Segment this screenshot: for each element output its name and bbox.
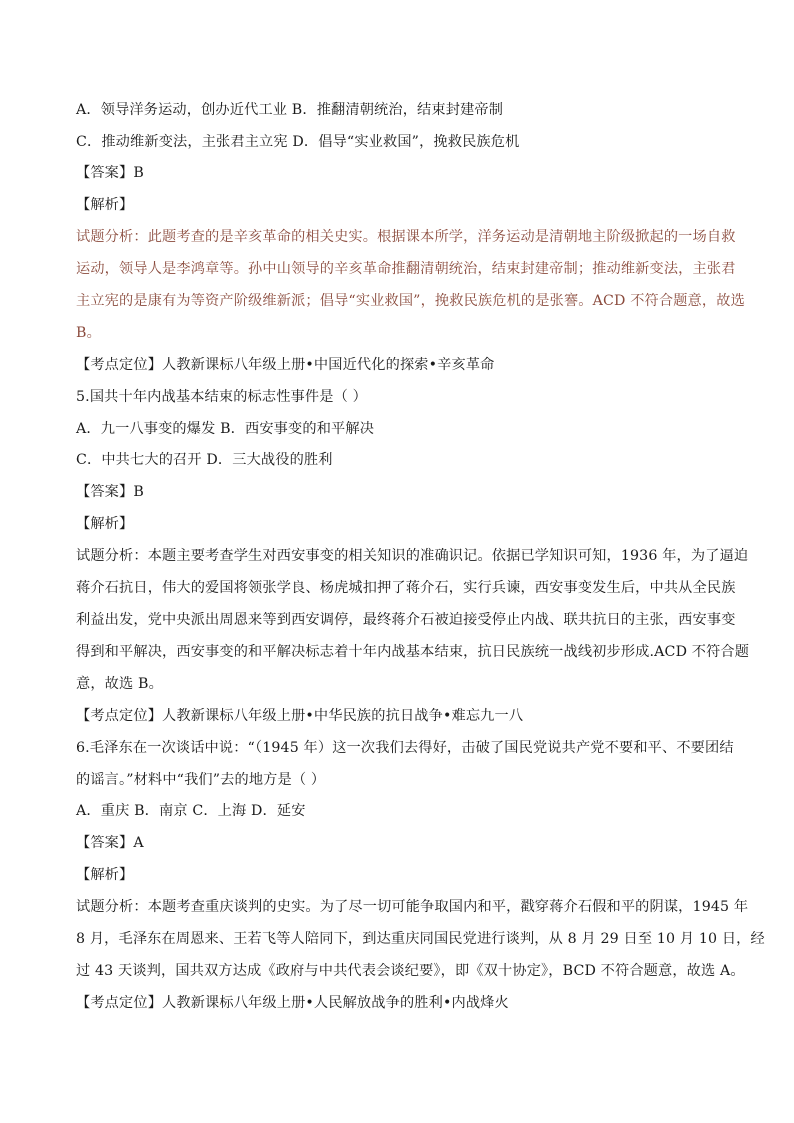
q6-question-line-1: 6.毛泽东在一次谈话中说：“（1945 年）这一次我们去得好，击破了国民党说共产党不要和平、不要团结 (76, 740, 734, 756)
q6-analysis-line-1: 试题分析：本题考查重庆谈判的史实。为了尽一切可能争取国内和平，戳穿蒋介石假和平的阴谋，1945 年 (76, 899, 749, 915)
q5-analysis-line-4: 得到和平解决，西安事变的和平解决标志着十年内战基本结束，抗日民族统一战线初步形成.ACD 不符合题 (76, 644, 750, 660)
q4-option-cd: C．推动维新变法，主张君主立宪 D．倡导“实业救国”，挽救民族危机 (76, 134, 520, 150)
q5-option-ab: A．九一八事变的爆发 B．西安事变的和平解决 (76, 421, 375, 437)
q4-analysis-line-4: B。 (76, 325, 101, 341)
q5-analysis-line-3: 利益出发，党中央派出周恩来等到西安调停，最终蒋介石被迫接受停止内战、联共抗日的主张，西安事变 (76, 612, 736, 628)
q5-kaodian: 【考点定位】人教新课标八年级上册•中华民族的抗日战争•难忘九一八 (76, 708, 524, 724)
q6-kaodian: 【考点定位】人教新课标八年级上册•人民解放战争的胜利•内战烽火 (76, 995, 509, 1011)
q5-answer: 【答案】B (76, 484, 144, 500)
q5-analysis-line-5: 意，故选 B。 (76, 676, 163, 692)
q6-answer: 【答案】A (76, 835, 144, 851)
q6-options: A．重庆 B．南京 C．上海 D．延安 (76, 803, 306, 819)
q4-analysis-label: 【解析】 (76, 197, 134, 213)
q4-analysis-line-1: 试题分析：此题考查的是辛亥革命的相关史实。根据课本所学，洋务运动是清朝地主阶级掀起的一场自救 (76, 229, 736, 245)
q5-analysis-label: 【解析】 (76, 516, 134, 532)
q4-kaodian: 【考点定位】人教新课标八年级上册•中国近代化的探索•辛亥革命 (76, 357, 495, 373)
q5-analysis-line-1: 试题分析：本题主要考查学生对西安事变的相关知识的准确识记。依据已学知识可知，1936 年，为了逼迫 (76, 548, 749, 564)
q4-analysis-line-2: 运动，领导人是李鸿章等。孙中山领导的辛亥革命推翻清朝统治，结束封建帝制；推动维新变法，主张君 (76, 261, 736, 277)
q4-analysis-line-3: 主立宪的是康有为等资产阶级维新派；倡导“实业救国”，挽救民族危机的是张謇。ACD 不符合题意，故选 (76, 293, 745, 309)
q6-analysis-line-2: 8 月，毛泽东在周恩来、王若飞等人陪同下，到达重庆同国民党进行谈判，从 8 月 29 日至 10 月 10 日，经 (76, 931, 765, 947)
q5-analysis-line-2: 蒋介石抗日，伟大的爱国将领张学良、杨虎城扣押了蒋介石，实行兵谏，西安事变发生后，中共从全民族 (76, 580, 736, 596)
q5-question: 5.国共十年内战基本结束的标志性事件是（ ） (76, 389, 367, 405)
q4-answer: 【答案】B (76, 165, 144, 181)
q6-analysis-line-3: 过 43 天谈判，国共双方达成《政府与中共代表会谈纪要》，即《双十协定》，BCD 不符合题意，故选 A。 (76, 963, 745, 979)
q6-analysis-label: 【解析】 (76, 867, 134, 883)
q5-option-cd: C．中共七大的召开 D．三大战役的胜利 (76, 452, 333, 468)
q6-question-line-2: 的谣言。”材料中“我们”去的地方是（ ） (76, 772, 326, 788)
q4-option-ab: A．领导洋务运动，创办近代工业 B．推翻清朝统治，结束封建帝制 (76, 102, 504, 118)
